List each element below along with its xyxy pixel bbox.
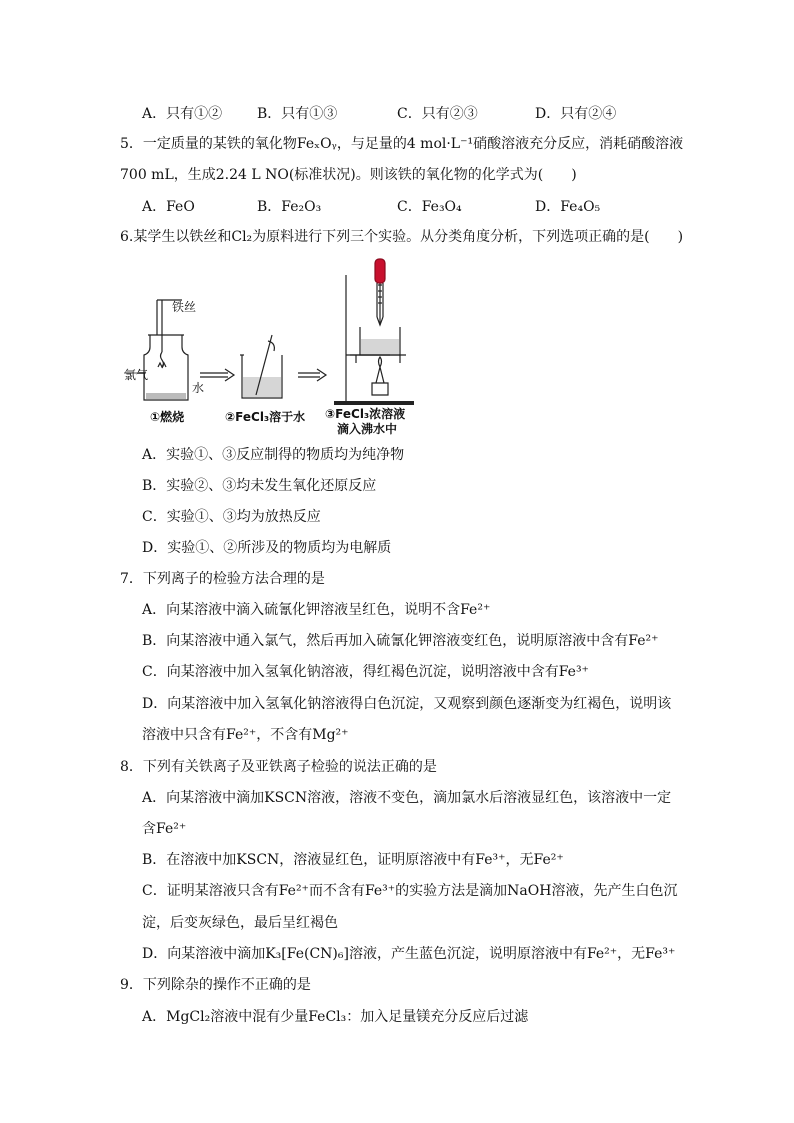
label-iron-wire: 铁丝 [172, 300, 197, 314]
gas-bottle-apparatus [124, 300, 188, 400]
label-water: 水 [192, 381, 205, 395]
caption-experiment-3-line2: 滴入沸水中 [337, 422, 398, 436]
q4-option-a: A．只有①② [142, 106, 223, 122]
label-chlorine: 氯气 [124, 368, 149, 382]
q4-option-b: B．只有①③ [257, 106, 338, 122]
q8-option-a-line2: 含Fe²⁺ [142, 821, 187, 837]
q8-option-b: B．在溶液中加KSCN，溶液显红色，证明原溶液中有Fe³⁺，无Fe²⁺ [142, 852, 564, 868]
q6-option-b: B．实验②、③均未发生氧化还原反应 [142, 478, 377, 494]
q6-stem: 6.某学生以铁丝和Cl₂为原料进行下列三个实验。从分类角度分析，下列选项正确的是( ) [120, 229, 684, 245]
q7-option-d-continued: 溶液中只含有Fe²⁺，不含有Mg²⁺ [142, 727, 349, 743]
q8-option-a-line1: A．向某溶液中滴加KSCN溶液，溶液不变色，滴加氯水后溶液显红色，该溶液中一定 [142, 790, 672, 806]
q6-option-d: D．实验①、②所涉及的物质均为电解质 [142, 540, 392, 556]
q5-option-a: A．FeO [142, 199, 195, 215]
q9-option-a: A．MgCl₂溶液中混有少量FeCl₃：加入足量镁充分反应后过滤 [142, 1009, 529, 1025]
q8-option-c-line2: 淀，后变灰绿色，最后呈红褐色 [142, 915, 338, 931]
caption-experiment-1: ①燃烧 [150, 410, 185, 424]
q9-stem: 9．下列除杂的操作不正确的是 [120, 977, 311, 993]
q7-option-d: D．向某溶液中加入氢氧化钠溶液得白色沉淀，又观察到颜色逐渐变为红褐色，说明该 [142, 696, 672, 712]
q7-option-b: B．向某溶液中通入氯气，然后再加入硫氰化钾溶液变红色，说明原溶液中含有Fe²⁺ [142, 633, 659, 649]
arrow-1 [200, 369, 234, 381]
q7-option-a: A．向某溶液中滴入硫氰化钾溶液呈红色，说明不含Fe²⁺ [142, 602, 491, 618]
q6-option-c: C．实验①、③均为放热反应 [142, 509, 321, 525]
q5-options [142, 196, 702, 216]
q7-option-c: C．向某溶液中加入氢氧化钠溶液，得红褐色沉淀，说明溶液中含有Fe³⁺ [142, 664, 589, 680]
q8-option-d: D．向某溶液中滴加K₃[Fe(CN)₆]溶液，产生蓝色沉淀，说明原溶液中有Fe²⁺，无Fe³⁺ [142, 946, 676, 962]
caption-experiment-2: ②FeCl₃溶于水 [225, 410, 306, 424]
q4-options [142, 103, 702, 123]
heating-apparatus [334, 259, 414, 405]
q5-option-d: D．Fe₄O₅ [535, 199, 601, 215]
q7-stem: 7．下列离子的检验方法合理的是 [120, 571, 325, 587]
q6-option-a: A．实验①、③反应制得的物质均为纯净物 [142, 447, 405, 463]
q4-option-d: D．只有②④ [535, 106, 617, 122]
q8-stem: 8．下列有关铁离子及亚铁离子检验的说法正确的是 [120, 759, 437, 775]
q5-stem-line1: 5．一定质量的某铁的氧化物FeₓOᵧ，与足量的4 mol·L⁻¹硝酸溶液充分反应，消耗硝酸溶液 [120, 136, 684, 152]
caption-experiment-3-line1: ③FeCl₃浓溶液 [325, 407, 406, 421]
arrow-2 [298, 369, 326, 381]
q5-option-b: B．Fe₂O₃ [257, 199, 322, 215]
experiment-figure [110, 255, 440, 425]
q5-option-c: C．Fe₃O₄ [397, 199, 462, 215]
beaker-apparatus [240, 335, 282, 398]
q5-stem-line2: 700 mL，生成2.24 L NO(标准状况)。则该铁的氧化物的化学式为( ) [120, 167, 577, 183]
q8-option-c-line1: C．证明某溶液只含有Fe²⁺而不含有Fe³⁺的实验方法是滴加NaOH溶液，先产生白色沉 [142, 883, 678, 899]
q4-option-c: C．只有②③ [397, 106, 478, 122]
